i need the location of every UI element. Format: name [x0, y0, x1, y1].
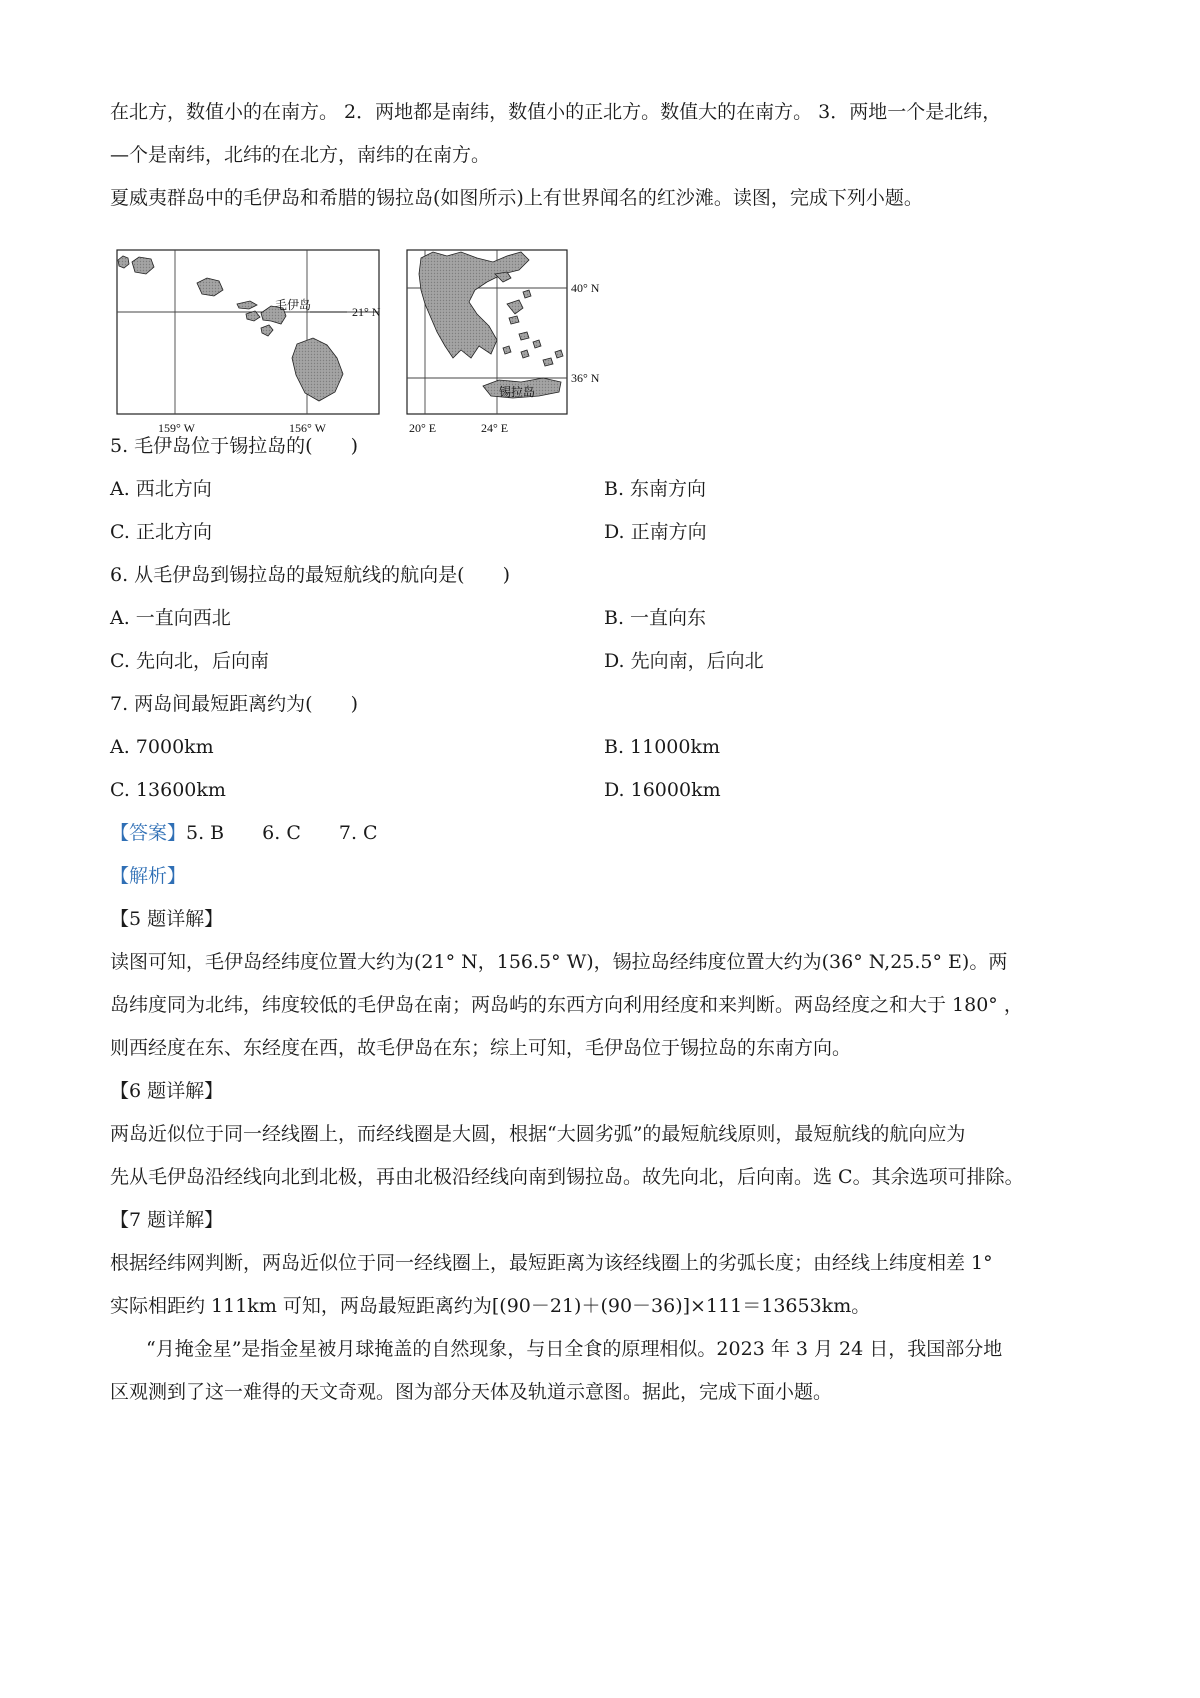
question-7-option-c: C. 13600km [110, 779, 226, 801]
detail-5-line-1: 读图可知，毛伊岛经纬度位置大约为(21° N，156.5° W)，锡拉岛经纬度位置大约为(36° N,25.5° E)。两 [110, 951, 1008, 973]
detail-6-line-2: 先从毛伊岛沿经线向北到北极，再由北极沿经线向南到锡拉岛。故先向北，后向南。选 C。其余选项可排除。 [110, 1166, 1024, 1188]
detail-7-line-1: 根据经纬网判断，两岛近似位于同一经线圈上，最短距离为该经线圈上的劣弧长度；由经线上纬度相差 1° [110, 1252, 993, 1274]
question-5-option-c: C. 正北方向 [110, 521, 212, 543]
question-6-option-b: B. 一直向东 [604, 607, 707, 629]
thera-label: 锡拉岛 [499, 385, 536, 399]
greece-lon-24e: 24° E [481, 421, 509, 435]
detail-5-line-3: 则西经度在东、东经度在西，故毛伊岛在东；综上可知，毛伊岛位于锡拉岛的东南方向。 [110, 1037, 852, 1059]
hawaii-lon-156w: 156° W [289, 421, 326, 435]
question-6-option-d: D. 先向南，后向北 [604, 650, 764, 672]
question-7-option-b: B. 11000km [604, 736, 721, 758]
answer-line [110, 819, 378, 847]
maps-figure [115, 248, 635, 453]
detail-7-line-2: 实际相距约 111km 可知，两岛最短距离约为[(90－21)＋(90－36)]×111＝13653km。 [110, 1295, 871, 1317]
answer-5: 5. B [186, 822, 225, 844]
greece-lat-36n: 36° N [571, 371, 600, 385]
intro-line-1: 在北方，数值小的在南方。 2．两地都是南纬，数值小的正北方。数值大的在南方。 3．两地一个是北纬， [110, 101, 1002, 123]
next-passage-line-2: 区观测到了这一难得的天文奇观。图为部分天体及轨道示意图。据此，完成下面小题。 [110, 1381, 833, 1403]
question-6-option-a: A. 一直向西北 [110, 607, 231, 629]
question-5-option-a: A. 西北方向 [110, 478, 212, 500]
question-7-option-d: D. 16000km [604, 779, 721, 801]
answer-7: 7. C [338, 822, 378, 844]
passage-intro: 夏威夷群岛中的毛伊岛和希腊的锡拉岛(如图所示)上有世界闻名的红沙滩。读图，完成下列小题。 [110, 187, 923, 209]
next-passage-line-1: “月掩金星”是指金星被月球掩盖的自然现象，与日全食的原理相似。2023 年 3 月 24 日，我国部分地 [146, 1338, 1003, 1360]
hawaii-lon-159w: 159° W [158, 421, 195, 435]
question-5-option-b: B. 东南方向 [604, 478, 707, 500]
detail-6-heading: 【6 题详解】 [110, 1080, 224, 1102]
island-maps-svg [115, 248, 635, 448]
greece-lat-40n: 40° N [571, 281, 600, 295]
analysis-label: 【解析】 [110, 865, 187, 887]
detail-7-heading: 【7 题详解】 [110, 1209, 224, 1231]
greece-lon-20e: 20° E [409, 421, 437, 435]
detail-5-line-2: 岛纬度同为北纬，纬度较低的毛伊岛在南；两岛屿的东西方向利用经度和来判断。两岛经度之和大于 180° ， [110, 994, 1023, 1016]
intro-line-2: —个是南纬，北纬的在北方，南纬的在南方。 [110, 144, 491, 166]
answer-6: 6. C [262, 822, 301, 844]
greece-map [407, 250, 600, 435]
maui-label: 毛伊岛 [275, 298, 312, 312]
question-7-option-a: A. 7000km [110, 736, 214, 758]
question-6-stem: 6. 从毛伊岛到锡拉岛的最短航线的航向是( ) [110, 564, 510, 586]
question-5-stem: 5. 毛伊岛位于锡拉岛的( ) [110, 435, 358, 457]
answer-label: 【答案】 [110, 822, 187, 844]
question-6-option-c: C. 先向北，后向南 [110, 650, 269, 672]
detail-6-line-1: 两岛近似位于同一经线圈上，而经线圈是大圆，根据“大圆劣弧”的最短航线原则，最短航线的航向应为 [110, 1123, 966, 1145]
question-5-option-d: D. 正南方向 [604, 521, 707, 543]
hawaii-lat-21n: 21° N [352, 305, 381, 319]
question-7-stem: 7. 两岛间最短距离约为( ) [110, 693, 358, 715]
hawaii-map [117, 250, 381, 435]
detail-5-heading: 【5 题详解】 [110, 908, 224, 930]
